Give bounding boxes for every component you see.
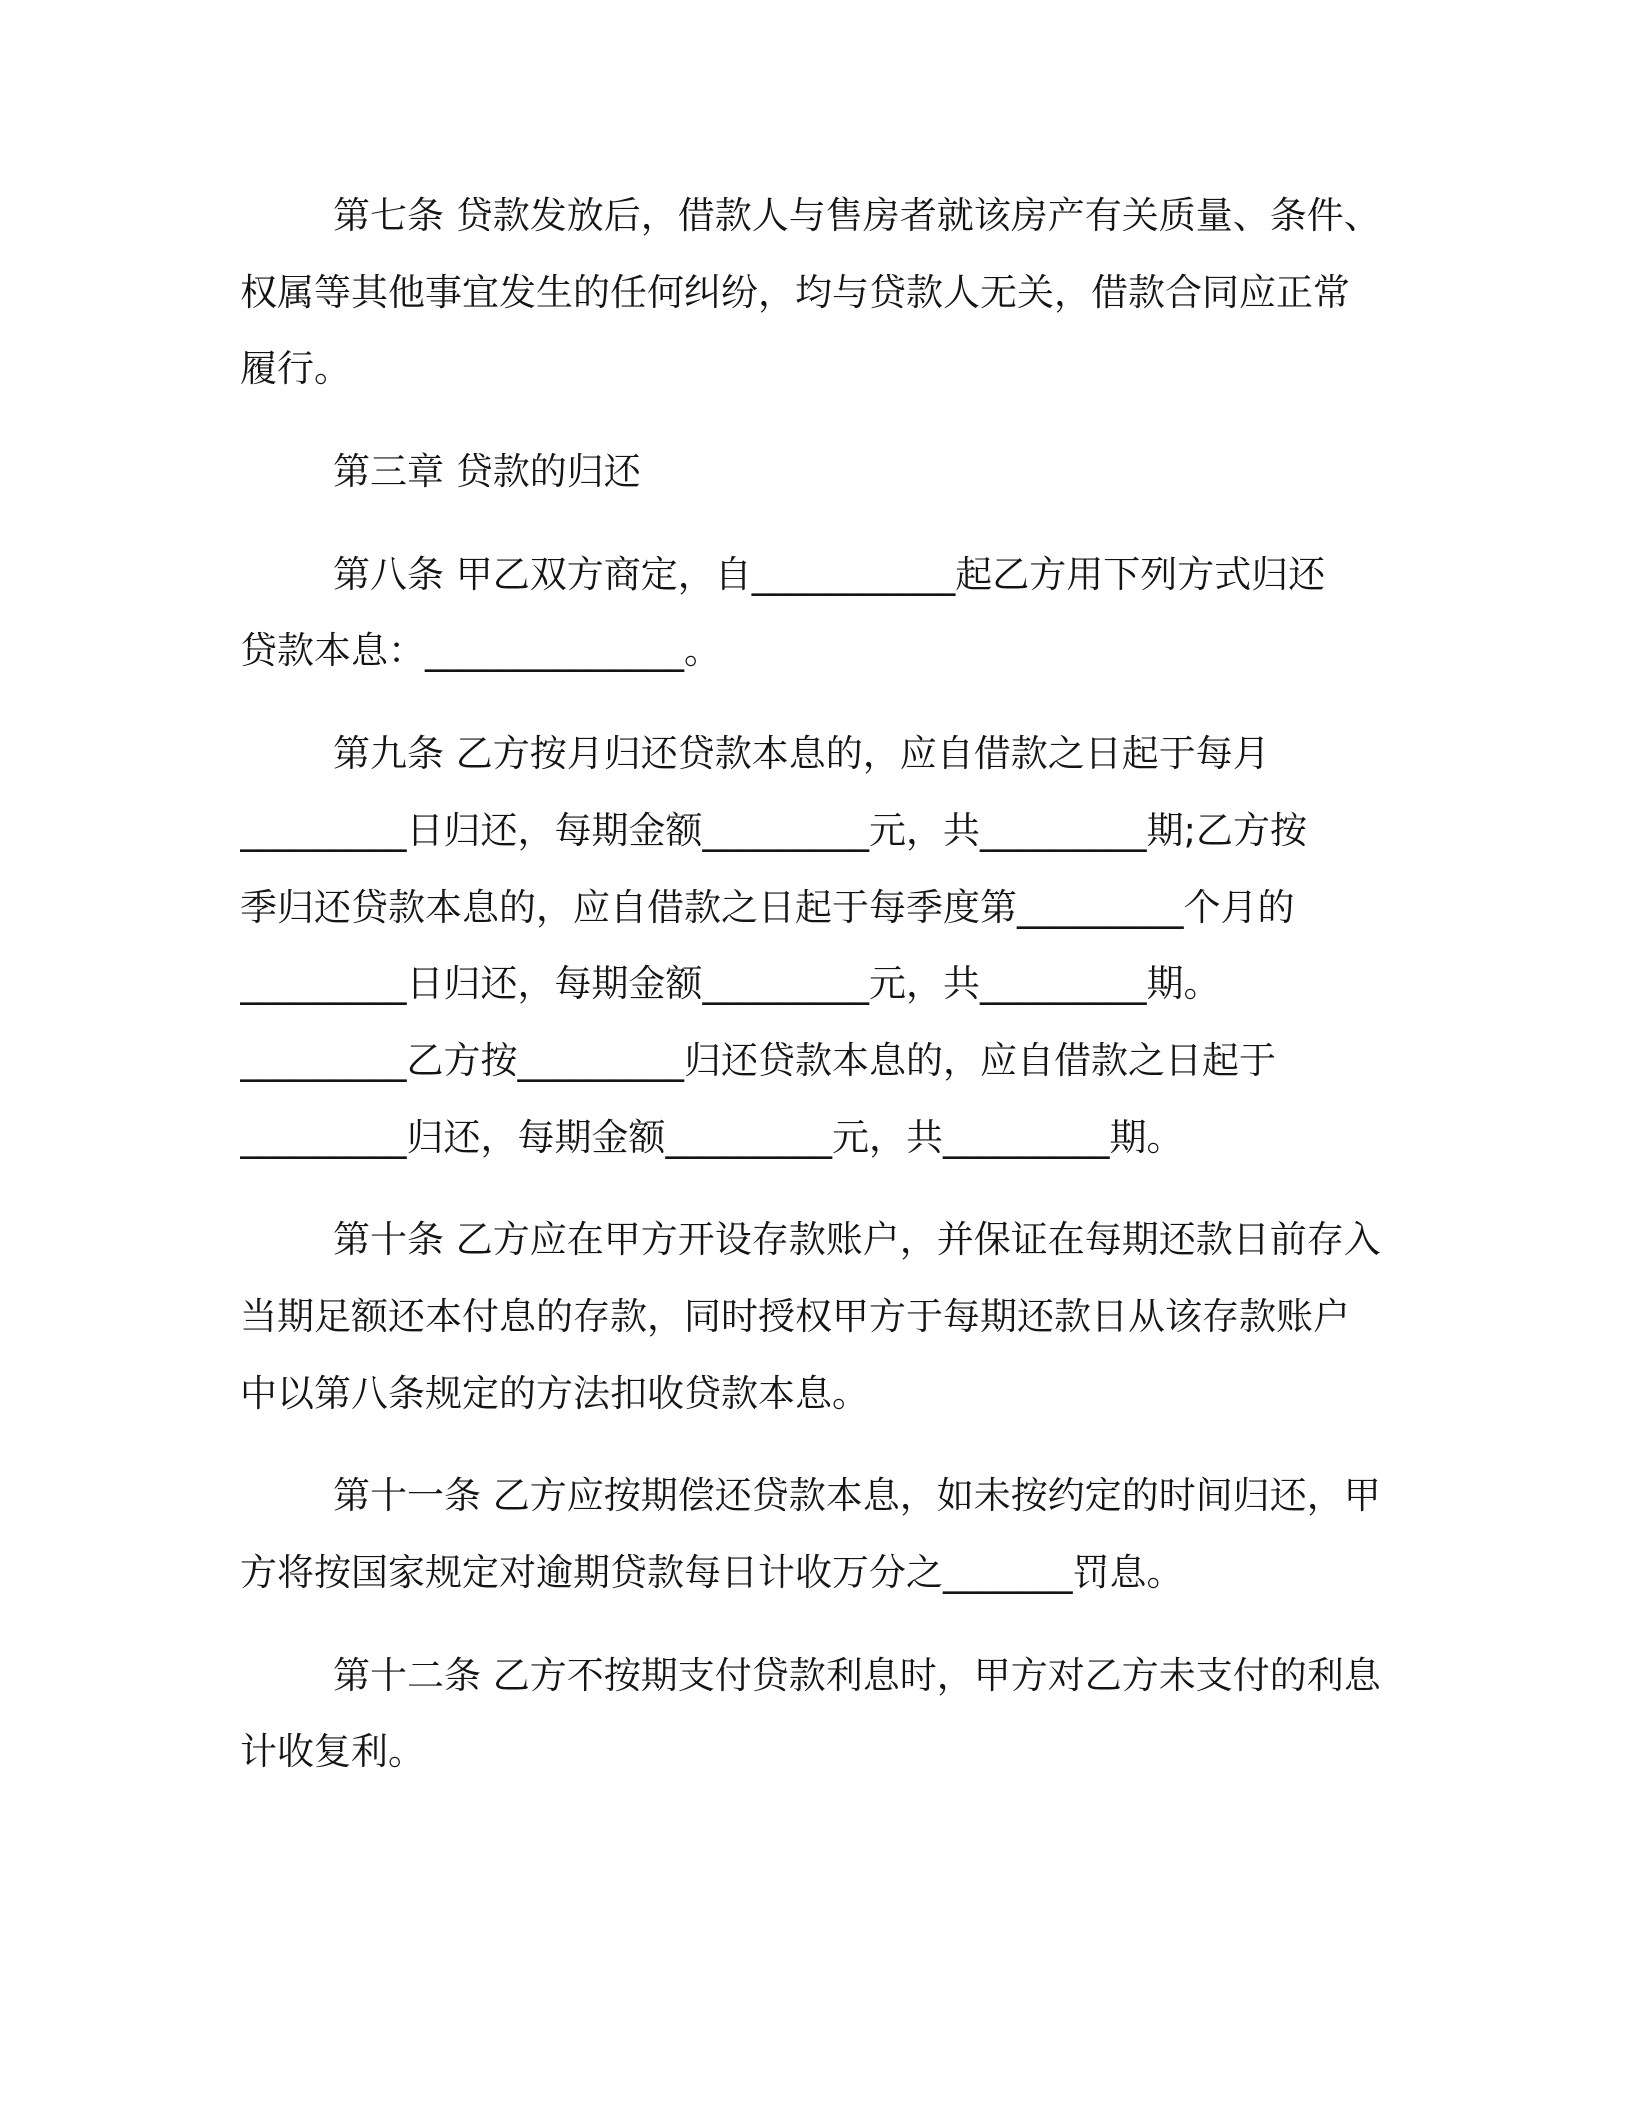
document-body [240,178,1440,1817]
paragraph-line: 履行。 [240,347,351,391]
paragraph-line: 第八条 甲乙双方商定，自___________起乙方用下列方式归还 [333,552,1326,596]
article-8-paragraph [240,537,1440,690]
paragraph-line: 权属等其他事宜发生的任何纠纷，均与贷款人无关，借款合同应正常 [240,270,1350,314]
article-10-paragraph [240,1202,1440,1432]
article-7-paragraph [240,178,1440,408]
paragraph-line: _________乙方按_________归还贷款本息的，应自借款之日起于 [240,1038,1276,1082]
paragraph-line: 第十二条 乙方不按期支付贷款利息时，甲方对乙方未支付的利息 [333,1653,1381,1697]
paragraph-line: 第七条 贷款发放后，借款人与售房者就该房产有关质量、条件、 [333,194,1381,237]
paragraph-line: 第九条 乙方按月归还贷款本息的，应自借款之日起于每月 [333,732,1270,776]
paragraph-line: 第十一条 乙方应按期偿还贷款本息，如未按约定的时间归还，甲 [333,1474,1381,1518]
article-12-paragraph [240,1638,1440,1791]
paragraph-line: _________日归还，每期金额_________元，共_________期。 [240,962,1221,1006]
paragraph-line: 第十条 乙方应在甲方开设存款账户，并保证在每期还款日前存入 [333,1218,1381,1262]
paragraph-line: 季归还贷款本息的，应自借款之日起于每季度第_________个月的 [240,885,1295,929]
paragraph-line: 当期足额还本付息的存款，同时授权甲方于每期还款日从该存款账户 [240,1294,1350,1338]
paragraph-line: 方将按国家规定对逾期贷款每日计收万分之_______罚息。 [240,1551,1184,1594]
paragraph-line: 计收复利。 [240,1730,425,1774]
paragraph-line: 贷款本息：______________。 [240,629,721,673]
paragraph-line: 中以第八条规定的方法扣收贷款本息。 [240,1371,869,1415]
chapter-heading: 第三章 贷款的归还 [333,450,641,494]
paragraph-line: _________归还，每期金额_________元，共_________期。 [240,1115,1184,1159]
chapter-3-heading [240,434,1440,511]
paragraph-line: _________日归还，每期金额_________元，共_________期;乙方按 [240,808,1307,852]
article-9-paragraph [240,716,1440,1176]
article-11-paragraph [240,1458,1440,1611]
